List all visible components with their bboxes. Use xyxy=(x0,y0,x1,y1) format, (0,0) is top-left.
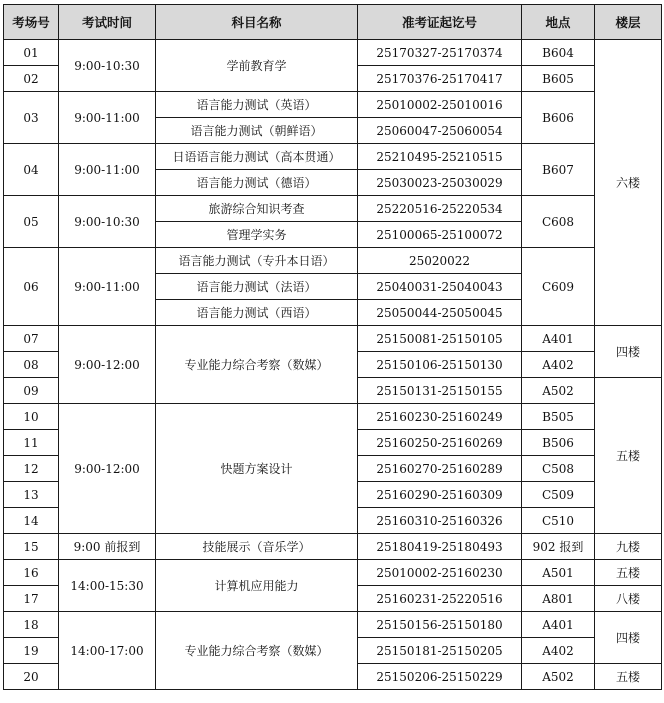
header-location: 地点 xyxy=(522,5,595,40)
room-number: 07 xyxy=(4,326,59,352)
location: A502 xyxy=(522,664,595,690)
room-number: 01 xyxy=(4,40,59,66)
table-row xyxy=(4,534,662,560)
table-row xyxy=(4,560,662,586)
room-number: 17 xyxy=(4,586,59,612)
exam-time: 14:00-15:30 xyxy=(59,560,156,612)
header-ticket-range: 准考证起讫号 xyxy=(358,5,522,40)
table-row xyxy=(4,144,662,170)
room-number: 15 xyxy=(4,534,59,560)
floor: 四楼 xyxy=(595,612,662,664)
ticket-range: 25220516-25220534 xyxy=(358,196,522,222)
floor: 五楼 xyxy=(595,664,662,690)
ticket-range: 25150206-25150229 xyxy=(358,664,522,690)
location: A501 xyxy=(522,560,595,586)
ticket-range: 25210495-25210515 xyxy=(358,144,522,170)
location: C608 xyxy=(522,196,595,248)
room-number: 18 xyxy=(4,612,59,638)
subject-name: 快题方案设计 xyxy=(156,404,358,534)
ticket-range: 25150181-25150205 xyxy=(358,638,522,664)
table-row xyxy=(4,40,662,66)
ticket-range: 25150131-25150155 xyxy=(358,378,522,404)
location: B506 xyxy=(522,430,595,456)
subject-name: 计算机应用能力 xyxy=(156,560,358,612)
header-room: 考场号 xyxy=(4,5,59,40)
ticket-range: 25160230-25160249 xyxy=(358,404,522,430)
room-number: 09 xyxy=(4,378,59,404)
ticket-range: 25020022 xyxy=(358,248,522,274)
floor: 五楼 xyxy=(595,378,662,534)
subject-name: 技能展示（音乐学） xyxy=(156,534,358,560)
room-number: 06 xyxy=(4,248,59,326)
header-row xyxy=(4,5,662,40)
ticket-range: 25160250-25160269 xyxy=(358,430,522,456)
ticket-range: 25060047-25060054 xyxy=(358,118,522,144)
room-number: 04 xyxy=(4,144,59,196)
ticket-range: 25010002-25010016 xyxy=(358,92,522,118)
location: B605 xyxy=(522,66,595,92)
location: A401 xyxy=(522,612,595,638)
exam-time: 9:00-10:30 xyxy=(59,40,156,92)
location: A502 xyxy=(522,378,595,404)
ticket-range: 25170376-25170417 xyxy=(358,66,522,92)
exam-time: 9:00-11:00 xyxy=(59,144,156,196)
exam-schedule-table xyxy=(3,4,662,690)
subject-name: 学前教育学 xyxy=(156,40,358,92)
ticket-range: 25160310-25160326 xyxy=(358,508,522,534)
exam-time: 14:00-17:00 xyxy=(59,612,156,690)
header-time: 考试时间 xyxy=(59,5,156,40)
subject-name: 语言能力测试（朝鲜语） xyxy=(156,118,358,144)
room-number: 11 xyxy=(4,430,59,456)
ticket-range: 25010002-25160230 xyxy=(358,560,522,586)
subject-name: 语言能力测试（法语） xyxy=(156,274,358,300)
subject-name: 语言能力测试（专升本日语） xyxy=(156,248,358,274)
table-row xyxy=(4,196,662,222)
room-number: 12 xyxy=(4,456,59,482)
room-number: 05 xyxy=(4,196,59,248)
table-row xyxy=(4,612,662,638)
location: 902 报到 xyxy=(522,534,595,560)
ticket-range: 25160270-25160289 xyxy=(358,456,522,482)
ticket-range: 25150106-25150130 xyxy=(358,352,522,378)
floor: 九楼 xyxy=(595,534,662,560)
exam-time: 9:00-12:00 xyxy=(59,326,156,404)
room-number: 08 xyxy=(4,352,59,378)
ticket-range: 25030023-25030029 xyxy=(358,170,522,196)
room-number: 14 xyxy=(4,508,59,534)
ticket-range: 25150081-25150105 xyxy=(358,326,522,352)
exam-time: 9:00-11:00 xyxy=(59,248,156,326)
subject-name: 管理学实务 xyxy=(156,222,358,248)
room-number: 13 xyxy=(4,482,59,508)
location: B607 xyxy=(522,144,595,196)
header-floor: 楼层 xyxy=(595,5,662,40)
location: C509 xyxy=(522,482,595,508)
room-number: 19 xyxy=(4,638,59,664)
subject-name: 专业能力综合考察（数媒） xyxy=(156,612,358,690)
location: C510 xyxy=(522,508,595,534)
floor: 八楼 xyxy=(595,586,662,612)
location: A402 xyxy=(522,352,595,378)
subject-name: 语言能力测试（德语） xyxy=(156,170,358,196)
table-row xyxy=(4,248,662,274)
location: C609 xyxy=(522,248,595,326)
floor: 五楼 xyxy=(595,560,662,586)
subject-name: 日语语言能力测试（高本贯通） xyxy=(156,144,358,170)
location: A801 xyxy=(522,586,595,612)
location: B505 xyxy=(522,404,595,430)
subject-name: 语言能力测试（英语） xyxy=(156,92,358,118)
room-number: 10 xyxy=(4,404,59,430)
ticket-range: 25170327-25170374 xyxy=(358,40,522,66)
room-number: 16 xyxy=(4,560,59,586)
location: B606 xyxy=(522,92,595,144)
subject-name: 旅游综合知识考查 xyxy=(156,196,358,222)
table-row xyxy=(4,326,662,352)
ticket-range: 25160290-25160309 xyxy=(358,482,522,508)
table-row xyxy=(4,404,662,430)
ticket-range: 25150156-25150180 xyxy=(358,612,522,638)
header-subject: 科目名称 xyxy=(156,5,358,40)
subject-name: 专业能力综合考察（数媒） xyxy=(156,326,358,404)
ticket-range: 25040031-25040043 xyxy=(358,274,522,300)
exam-time: 9:00-12:00 xyxy=(59,404,156,534)
room-number: 03 xyxy=(4,92,59,144)
exam-time: 9:00-11:00 xyxy=(59,92,156,144)
subject-name: 语言能力测试（西语） xyxy=(156,300,358,326)
table-row xyxy=(4,92,662,118)
room-number: 02 xyxy=(4,66,59,92)
location: C508 xyxy=(522,456,595,482)
ticket-range: 25100065-25100072 xyxy=(358,222,522,248)
room-number: 20 xyxy=(4,664,59,690)
ticket-range: 25050044-25050045 xyxy=(358,300,522,326)
location: B604 xyxy=(522,40,595,66)
exam-time: 9:00-10:30 xyxy=(59,196,156,248)
ticket-range: 25160231-25220516 xyxy=(358,586,522,612)
exam-time: 9:00 前报到 xyxy=(59,534,156,560)
floor: 四楼 xyxy=(595,326,662,378)
location: A401 xyxy=(522,326,595,352)
floor: 六楼 xyxy=(595,40,662,326)
location: A402 xyxy=(522,638,595,664)
ticket-range: 25180419-25180493 xyxy=(358,534,522,560)
